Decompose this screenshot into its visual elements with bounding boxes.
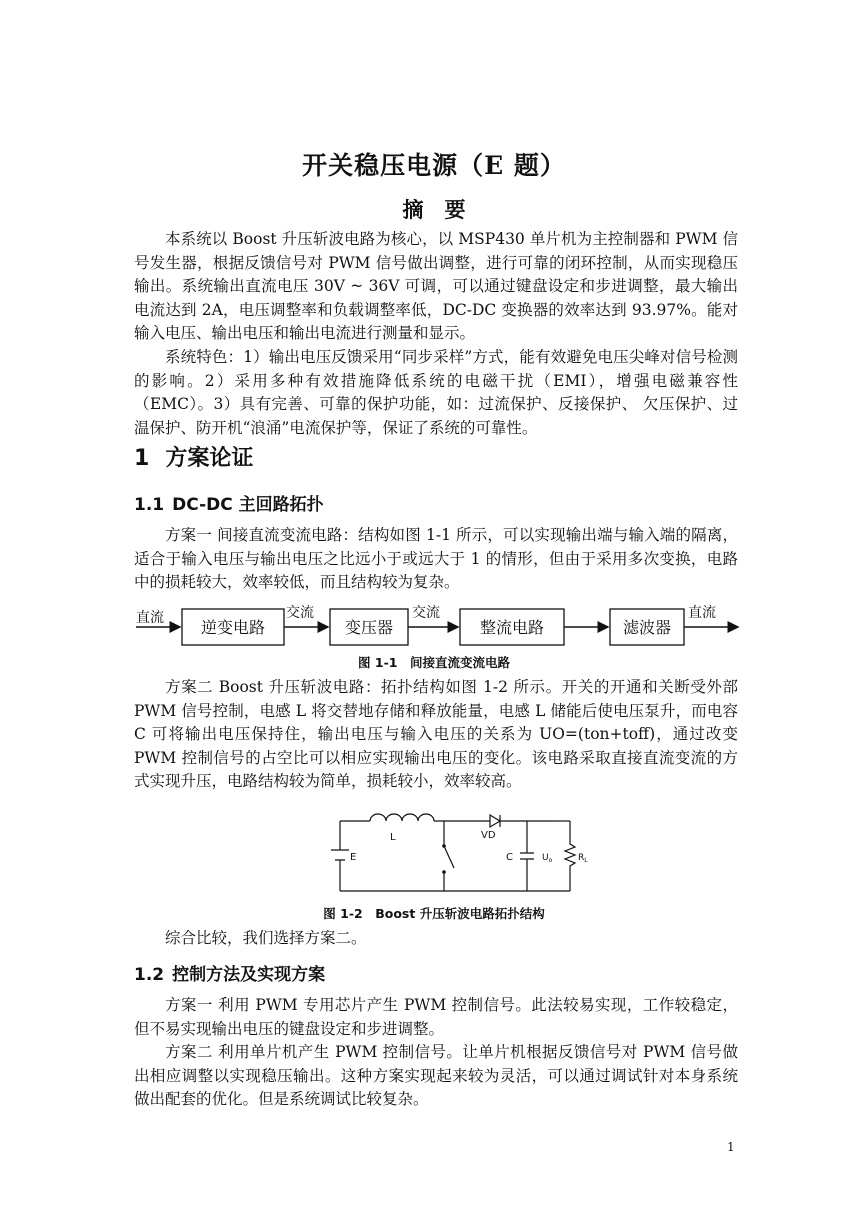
fig2-label-E: E xyxy=(350,852,357,863)
fig1-block-rectifier-label: 整流电路 xyxy=(479,618,545,637)
fig2-label-L: L xyxy=(390,832,396,843)
section-1-1-paragraph-1: 方案一 间接直流变流电路：结构如图 1-1 所示，可以实现输出端与输入端的隔离，适合于输入电压与输出电压之比远小于或远大于 1 的情形，但由于采用多次变换，电路中的损耗较大，效率较低，而且结构较为复杂。 xyxy=(134,526,738,591)
section-1-2-heading xyxy=(134,960,325,985)
fig2-switch-node-top xyxy=(442,844,446,848)
page-number: 1 xyxy=(727,1140,735,1154)
fig2-label-Uo-sub: o xyxy=(548,857,553,864)
fig1-block-filter-label: 滤波器 xyxy=(622,618,672,637)
figure-1-2-caption: 图 1-2 Boost 升压斩波电路拓扑结构 xyxy=(323,906,545,921)
fig1-arrow-label-2: 交流 xyxy=(412,605,440,621)
section-1-heading xyxy=(134,441,253,472)
section-1-1-number: 1.1 xyxy=(134,495,165,515)
abstract-paragraph-1: 本系统以 Boost 升压斩波电路为核心，以 MSP430 单片机为主控制器和 PWM 信号发生器，根据反馈信号对 PWM 信号做出调整，进行可靠的闭环控制，从而实现稳压输出。系统输出直流电压 30V ~ 36V 可调，可以通过键盘设定和步进调整，最大输出电流达到 2A，电压调整率和负载调整率低，DC-DC 变换器的效率达到 93.97%。能对输入电压、输出电压和输出电流进行测量和显示。 xyxy=(134,230,738,342)
figure-1-2-circuit xyxy=(330,808,590,900)
fig2-capacitor xyxy=(520,821,534,891)
abstract-heading: 摘 要 xyxy=(402,197,466,222)
fig2-switch-node-bottom xyxy=(442,870,446,874)
fig2-resistor xyxy=(565,821,575,891)
fig2-label-C: C xyxy=(506,852,513,863)
fig2-label-RL-main: R xyxy=(578,853,585,863)
section-1-2-paragraph-1: 方案一 利用 PWM 专用芯片产生 PWM 控制信号。此法较易实现，工作较稳定，但不易实现输出电压的键盘设定和步进调整。 xyxy=(134,996,738,1038)
page-title: 开关稳压电源（E 题） xyxy=(302,151,566,180)
fig2-label-RL xyxy=(578,853,588,864)
fig1-arrow-label-1: 交流 xyxy=(286,605,314,621)
fig2-label-RL-sub: L xyxy=(584,857,588,864)
section-1-2-title: 控制方法及实现方案 xyxy=(172,965,326,985)
fig1-block-inverter-label: 逆变电路 xyxy=(200,618,266,637)
section-1-1-paragraph-2: 方案二 Boost 升压斩波电路：拓扑结构如图 1-2 所示。开关的开通和关断受外部 PWM 信号控制，电感 L 将交替地存储和释放能量，电感 L 储能后使电压泵升，而电容 C 可将输出电压保持住，输出电压与输入电压的关系为 UO=(ton+toff)，通过改变 PWM 控制信号的占空比可以相应实现输出电压的变化。该电路采取直接直流变流的方式实现升压，电路结构较为简单，损耗较小，效率较高。 xyxy=(134,678,738,790)
fig2-label-Uo-main: U xyxy=(542,853,549,863)
section-1-2-number: 1.2 xyxy=(134,965,165,985)
figure-1-1-caption: 图 1-1 间接直流变流电路 xyxy=(358,655,510,670)
section-1-title: 方案论证 xyxy=(165,446,254,471)
fig2-battery xyxy=(331,850,349,860)
section-1-1-title: DC-DC 主回路拓扑 xyxy=(172,495,324,515)
fig2-inductor xyxy=(370,814,434,821)
fig1-block-transformer-label: 变压器 xyxy=(344,618,394,637)
figure-1-1-diagram xyxy=(134,600,744,650)
fig2-diode xyxy=(476,815,555,827)
abstract-paragraph-2: 系统特色：1）输出电压反馈采用“同步采样”方式，能有效避免电压尖峰对信号检测的影响。2）采用多种有效措施降低系统的电磁干扰（EMI），增强电磁兼容性（EMC）。3）具有完善、可靠的保护功能，如：过流保护、反接保护、 欠压保护、过温保护、防开机“浪涌”电流保护等，保证了系统的可靠性。 xyxy=(134,348,738,437)
fig1-input-label: 直流 xyxy=(136,610,164,626)
fig2-label-Uo xyxy=(542,853,553,864)
fig2-label-VD: VD xyxy=(481,830,496,841)
section-1-1-paragraph-3: 综合比较，我们选择方案二。 xyxy=(165,929,367,947)
fig1-output-label: 直流 xyxy=(688,605,716,621)
section-1-1-heading xyxy=(134,490,324,515)
fig2-switch xyxy=(444,821,454,891)
section-1-2-paragraph-2: 方案二 利用单片机产生 PWM 控制信号。让单片机根据反馈信号对 PWM 信号做出相应调整以实现稳压输出。这种方案实现起来较为灵活，可以通过调试针对本身系统做出配套的优化。但是系统调试比较复杂。 xyxy=(134,1043,738,1108)
section-1-number: 1 xyxy=(134,446,150,471)
